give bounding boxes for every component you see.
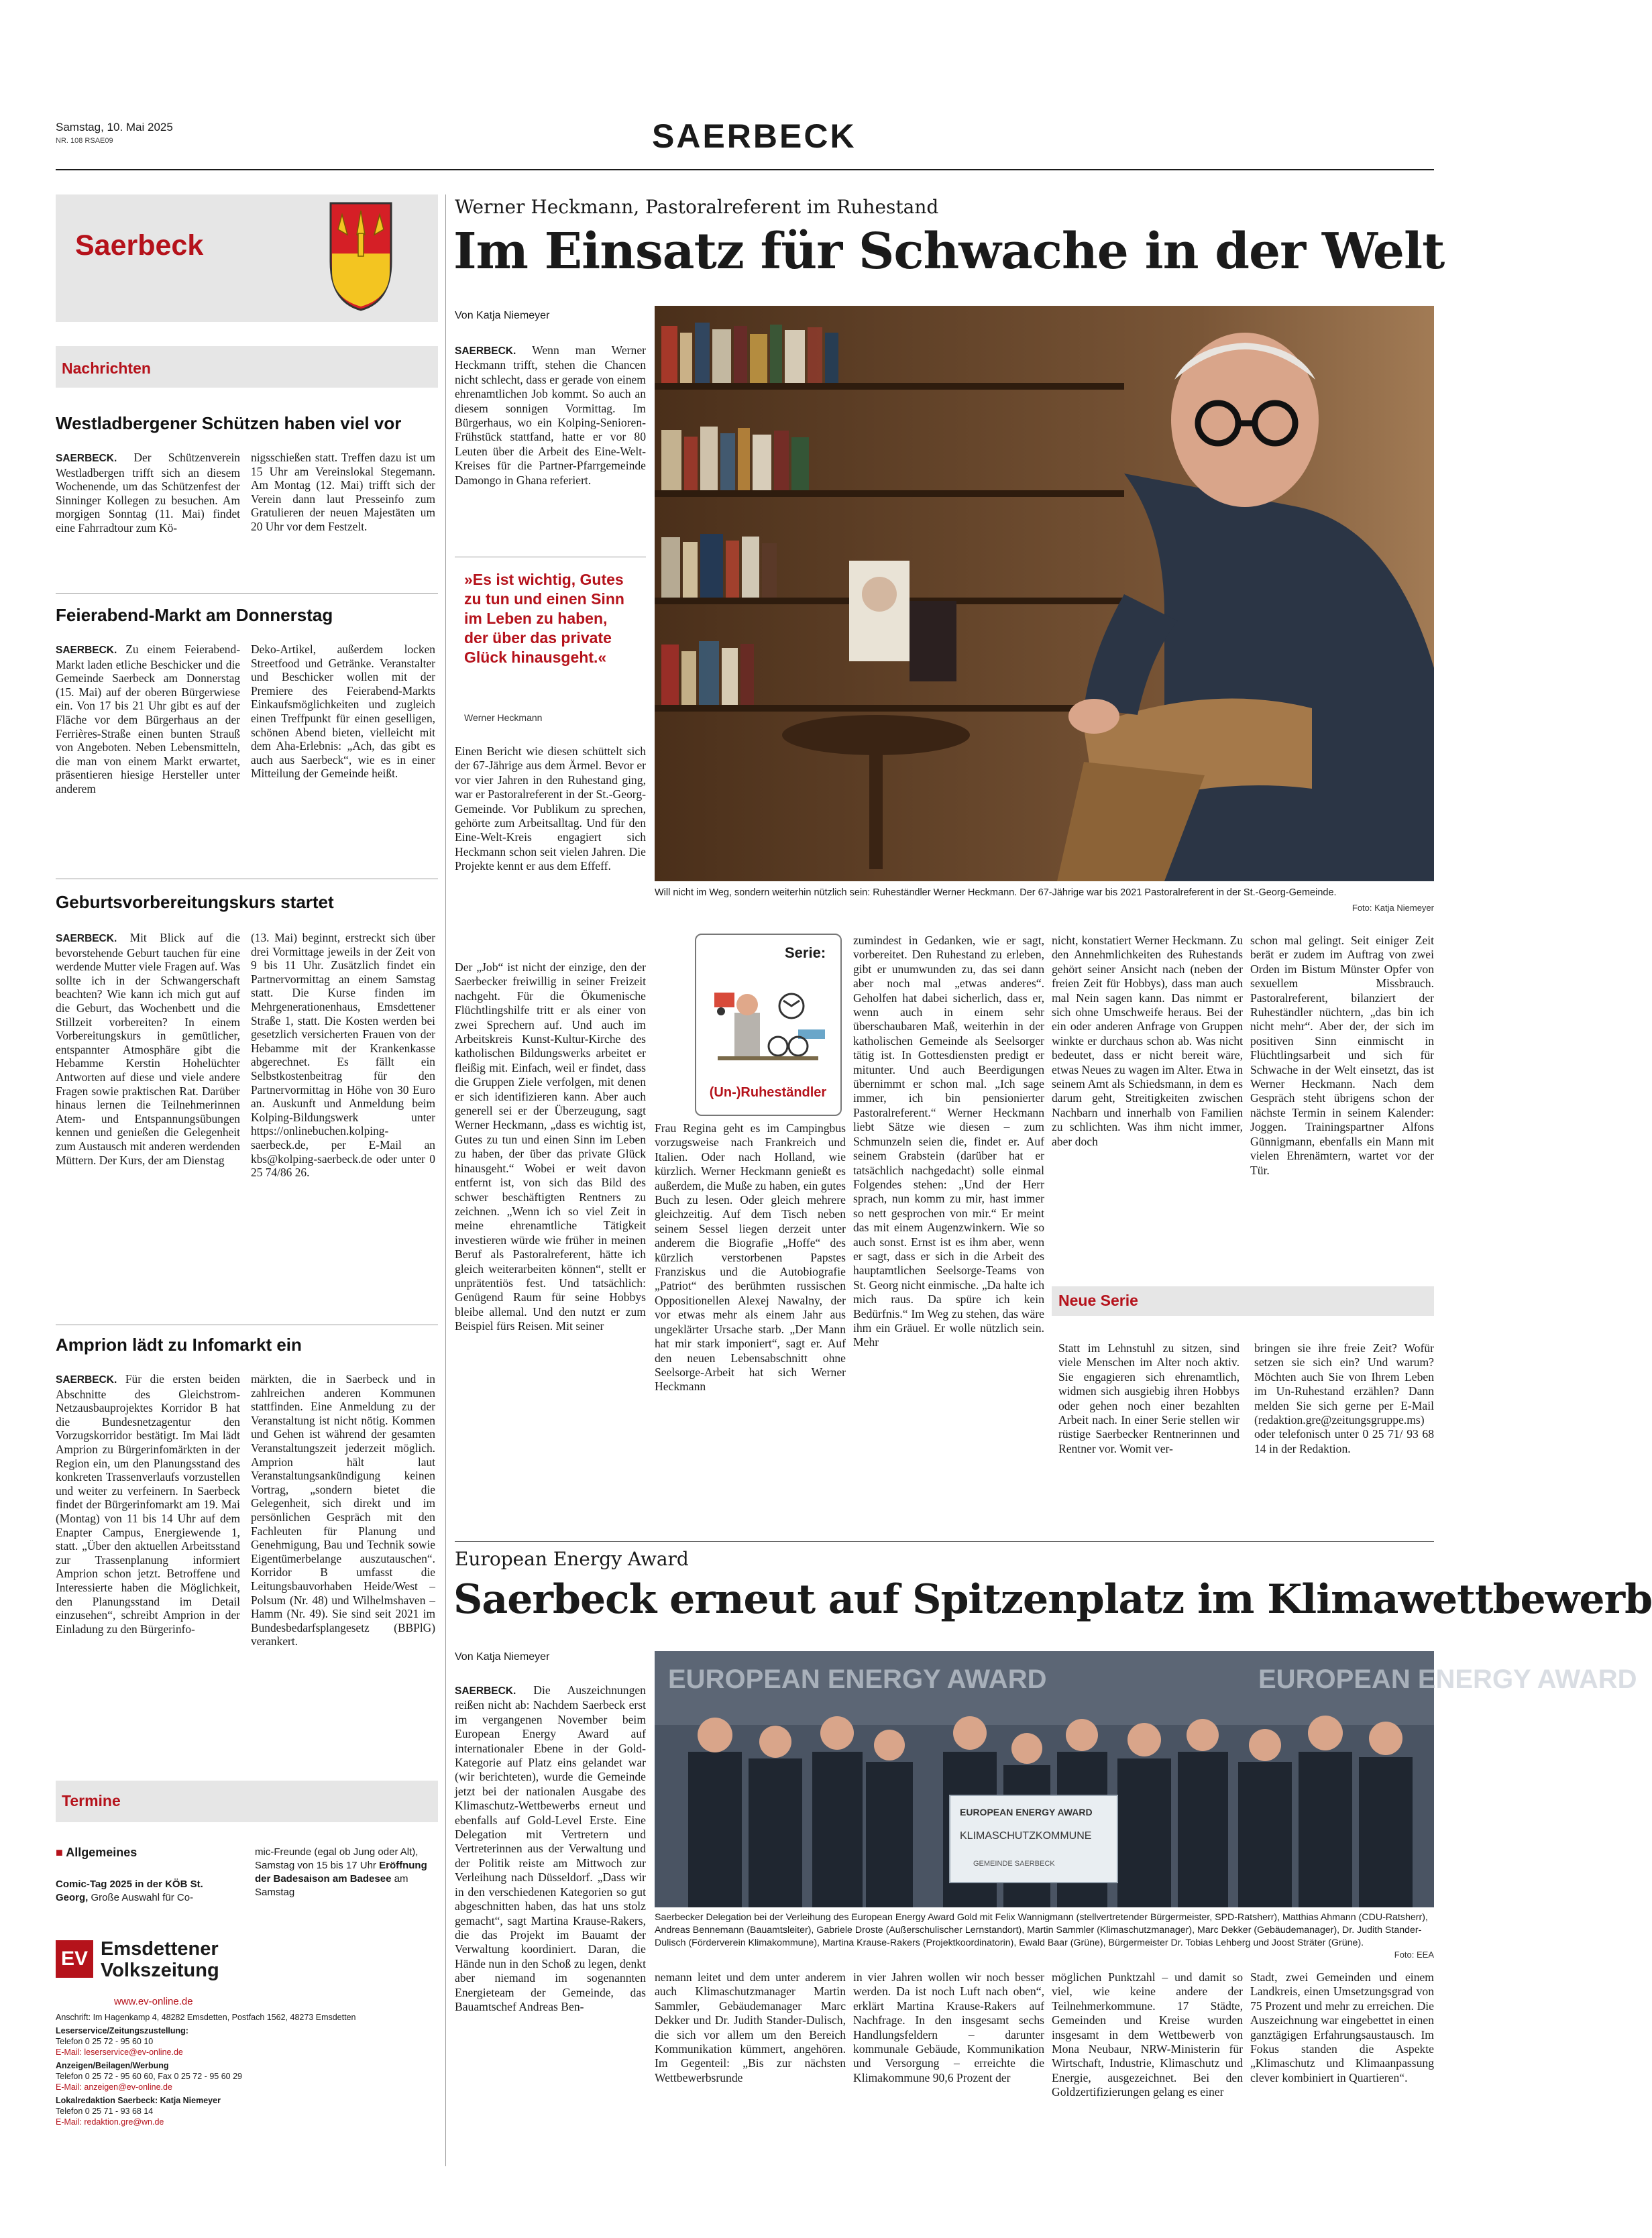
impressum: Anschrift: Im Hagenkamp 4, 48282 Emsdetten, Postfach 1562, 48273 Emsdetten Leserservice/Zeitungszustellung: Telefon 0 25 72 - 95 60 10 E-Mail: leserservice@ev-online.de Anzeigen/Beilagen/Werbung Telefon 0 25 72 - 95 60 60, Fax 0 25 72 - 95 60 29 E-Mail: anzeigen@ev-online.de Lokalredaktion Saerbeck: Katja Niemeyer Telefon 0 25 71 - 93 68 14 E-Mail: redaktion.gre@wn.de [56, 2013, 356, 2127]
termine-col-2: mic-Freunde (egal ob Jung oder Alt), Samstag von 15 bis 17 Uhr Eröffnung der Badesaison am Badesee am Samstag [255, 1846, 427, 1898]
brief-headline: Amprion lädt zu Infomarkt ein [56, 1335, 302, 1355]
article1-col4: zumindest in Gedanken, wie er sagt, vorbereitet. Den Ruhestand zu erleben, gibt er unumwunden zu, das sei dann aber noch mal „etwas anderes“. Geholfen hat dabei sicherlich, dass er, wenn auch in einem sehr überschaubaren Maß, weiterhin in der katholischen Gemeinde als Seelsorger tätig ist. In Gottesdiensten predigt er mitunter. Und auch Beerdigungen übernimmt er schon mal. „Ich sage immer, ich bin pensionierter Pastoralreferent.“ Werner Heckmann liebt Sätze wie diesen – zum Schmunzeln seien die, findet er. Auf seinem Grabstein (darüber hat er tatsächlich nachgedacht) solle einmal Folgendes stehen: „Und der Herr sprach, nun komm zu mir, hast immer so nett gesprochen von mir.“ Er meint das mit einem Augenzwinkern. Wie so auch sonst. Ernst ist es ihm aber, wenn er sagt, dass er sich in die Arbeit des hauptamtlichen Seelsorge-Teams von St. Georg nicht einmische. „Da halte ich mich raus. Da spüre ich kein Bedürfnis.“ Im Weg zu stehen, das wäre ihm ein Gräuel. Er wolle nützlich sein. Mehr [853, 934, 1044, 1349]
article1-col6: schon mal gelingt. Seit einiger Zeit berät er zudem im Auftrag von zwei Orden im Bistum Münster Opfer von sexuellem Missbrauch. Pastoralreferent, bilanziert der Ruheständler nüchtern, „das bin ich nicht mehr“. Aber der, der sich im positiven Sinn einmischt in Flüchtlingsarbeit und sich für Schwache in der Welt einsetzt, das ist Werner Heckmann. Nach dem Gespräch steht übrigens schon der nächste Termin in seinem Kalender: Joggen. Trainingspartner Alfons Günnigmann, ebenfalls ein Mann mit vielen Ehrenämtern, wartet vor der Tür. [1250, 934, 1434, 1177]
article1-col1: Einen Bericht wie diesen schüttelt sich der 67-Jährige aus dem Ärmel. Bevor er vor vier Jahren in den Ruhestand ging, war er Pastoralreferent in der St.-Georg-Gemeinde. Vor Publikum zu sprechen, gehörte zum Arbeitsalltag. Und für den Eine-Welt-Kreis engagiert sich Heckmann schon seit vielen Jahren. Die Projekte kennt er aus dem Effeff. [455, 744, 646, 873]
nachrichten-label: Nachrichten [62, 359, 151, 377]
ev-name-2: Volkszeitung [101, 1960, 219, 1981]
pull-quote: »Es ist wichtig, Gutes zu tun und einen Sinn im Leben zu haben, der über das private Glück hinausgeht.« [464, 571, 624, 666]
award-ceremony-illustration [655, 1651, 1637, 1907]
portrait-photo [655, 306, 1434, 881]
bookshelf-portrait-illustration [655, 306, 1434, 881]
article2-headline: Saerbeck erneut auf Spitzenplatz im Klimawettbewerb [453, 1576, 1652, 1623]
article2-caption: Saerbecker Delegation bei der Verleihung des European Energy Award Gold mit Felix Wannigmann (stellvertretender Bürgermeister, SPD-Ratsherr), Matthias Ahmann (CDU-Ratsherr), Andreas Bennemann (Bauamtsleiter), Gabriele Droste (Außerschulischer Lernstandort), Martin Sammler (Klimaschutzmanager), Marc Dekker (Gebäudemanager), Dr. Judith Stander-Dulisch (Förderverein Klimakommune), Martina Krause-Rakers (Projektkoordinatorin), Ewald Baar (Grüne), Bürgermeister Dr. Tobias Lehberg und Joost Sträter (Grüne). [655, 1912, 1428, 1948]
article1-caption: Will nicht im Weg, sondern weiterhin nützlich sein: Ruheständler Werner Heckmann. Der 67-Jährige war bis 2021 Pastoralreferent in der St.-Georg-Gemeinde. [655, 887, 1337, 898]
banner-right-text: EUROPEAN ENERGY AWARD [1258, 1665, 1637, 1694]
neue-serie-col2: bringen sie ihre freie Zeit? Wofür setzen sie sich ein? Und warum? Möchten auch Sie von Ihrem Leben im Un-Ruhestand erzählen? Dann melden Sie sich gerne per E-Mail (redaktion.gre@zeitungsgruppe.ms) oder telefonisch unter 0 25 71/ 93 68 14 in der Redaktion. [1254, 1341, 1434, 1455]
brief-headline: Feierabend-Markt am Donnerstag [56, 605, 333, 625]
certificate-sub-text: KLIMASCHUTZKOMMUNE [960, 1830, 1092, 1842]
town-label: Saerbeck [75, 229, 204, 262]
issue-number: NR. 108 RSAE09 [56, 137, 113, 145]
brief-col-1: SAERBECK. Zu einem Feierabend-Markt laden etliche Beschicker und die Gemeinde Saerbeck am Donnerstag (15. Mai) auf der oberen Bürgerwiese ein. Von 17 bis 21 Uhr gibt es auf der Fläche vor dem Bürgerhaus an der Ferrières-Straße einen bunten Strauß von Angeboten. Neben Lebensmitteln, die man von einem Markt erwartet, präsentieren hiesige Hersteller unter anderem [56, 642, 240, 795]
article1-headline: Im Einsatz für Schwache in der Welt [453, 223, 1445, 280]
neue-serie-col1: Statt im Lehnstuhl zu sitzen, sind viele Menschen im Alter noch aktiv. Sie engagieren sich ehrenamtlich, widmen sich ausgiebig ihren Hobbys oder gehen noch einer bezahlten Arbeit nach. In einer Serie stellen wir rüstige Saerbecker Rentnerinnen und Rentner vor. Womit ver- [1058, 1341, 1240, 1455]
article2-photo-credit: Foto: EEA [1394, 1950, 1434, 1960]
brief-headline: Westladbergener Schützen haben viel vor [56, 413, 402, 433]
article1-byline: Von Katja Niemeyer [455, 310, 550, 321]
brief-col-2: nigsschießen statt. Treffen dazu ist um 15 Uhr am Vereinslokal Stegemann. Am Montag (12. Mai) trifft sich der Verein dann laut Presseinfo zum Gratulieren der neuen Majestäten um 20 Uhr vor dem Festzelt. [251, 451, 435, 533]
banner-left-text: EUROPEAN ENERGY AWARD [668, 1665, 1047, 1694]
certificate-name-text: GEMEINDE SAERBECK [973, 1860, 1055, 1868]
article2-col4: möglichen Punktzahl – und damit so viel, wie keine andere der Teilnehmerkommune. 17 Städte, Gemeinden und Kreise wurden insgesamt in dem Wettbewerb von Mona Neubaur, NRW-Ministerin für Wirtschaft, Industrie, Klimaschutz und Energie, ausgezeichnet. Bei den Goldzertifizierungen gelang es einer [1052, 1970, 1243, 2099]
hobby-items-icon [704, 966, 832, 1076]
section-title: SAERBECK [652, 117, 857, 155]
quote-source: Werner Heckmann [464, 712, 543, 723]
article2-col3: in vier Jahren wollen wir noch besser werden. Da ist noch Luft nach oben“, erklärt Martina Krause-Rakers auf Nachfrage. In den insgesamt sechs Handlungsfeldern – darunter kommunale Gebäude, Kommunikation und Versorgung – erreichte die Klimakommune 90,6 Prozent der [853, 1970, 1044, 2084]
brief-col-1: SAERBECK. Der Schützenverein Westladbergen trifft sich an diesem Wochenende, um das Schützenfest der Sinninger Kollegen zu besuchen. Am morgigen Sonntag (11. Mai) findet eine Fahrradtour zum Kö- [56, 451, 240, 535]
ev-url-link[interactable]: www.ev-online.de [114, 1996, 193, 2007]
article1-col2: Der „Job“ ist nicht der einzige, den der Saerbecker freiwillig in seiner Freizeit nachgeht. Für die Ökumenische Flüchtlingshilfe tritt er als einer von zwei Sprechern auf. Und auch im Arbeitskreis Kunst-Kultur-Kirche des katholischen Bildungswerks arbeitet er fleißig mit. Einfach, weil er findet, dass die Gruppen Ziele verfolgen, mit denen er sich identifizieren kann. Aber auch generell sei er der Überzeugung, sagt Werner Heckmann, „dass es wichtig ist, Gutes zu tun und einen Sinn im Leben zu haben, der über das private Glück hinausgeht.“ Wobei er weit davon entfernt ist, von sich das Bild des schwer beschäftigten Rentners zu zeichnen. „Wenn ich so viel Zeit in meine ehrenamtliche Tätigkeit investieren würde wie früher in meinen Beruf als Pastoralreferent, hätte ich gleich weiterarbeiten können“, stellt er unprätentiös fest. Und tatsächlich: Genügend Raum für seine Hobbys bleibe allemal. Und den nutzt er zum Beispiel fürs Reisen. Mit seiner [455, 960, 646, 1333]
masthead-rule [56, 169, 1434, 170]
brief-col-2: märkten, die in Saerbeck und in zahlreichen anderen Kommunen stattfinden. Eine Anmeldung zu der Veranstaltung ist nicht nötig. Kommen und Gehen ist während der gesamten Veranstaltungszeit jederzeit möglich. Amprion hält laut Veranstaltungsankündigung keinen Vortrag, „sondern bietet die Gelegenheit, sich direkt und im persönlichen Gespräch mit den Fachleuten für Planung und Genehmigung, Bau und Technik sowie Eigentümerbelange auszutauschen“. Korridor B umfasst die Leitungsbauvorhaben Heide/West – Polsum (Nr. 48) und Wilhelmshaven – Hamm (Nr. 49). Sie sind seit 2021 im Bundesbedarfsplangesetz (BBPlG) verankert. [251, 1372, 435, 1648]
brief-col-1: SAERBECK. Für die ersten beiden Abschnitte des Gleichstrom-Netzausbauprojektes Korridor B hat die Bundesnetzagentur den Vorzugskorridor bestätigt. Im Mai lädt Amprion zu Bürgerinfomärkten in der Region ein, um den Planungsstand des konkreten Trassenverlaufs vorzustellen und weiter zu verfeinern. In Saerbeck findet der Bürgerinfomarkt am 19. Mai (Montag) von 11 bis 14 Uhr auf dem Enapter Campus, Energiewende 1, statt. „Über den aktuellen Arbeitsstand zur Trassenplanung informiert Amprion schon jetzt. Betroffene und Interessierte haben die Möglichkeit, den Planungsstand im Detail einzusehen“, schreibt Amprion in der Einladung zu den Bürgerinfo- [56, 1372, 240, 1636]
serie-label: Serie: [785, 944, 826, 961]
article2-kicker: European Energy Award [455, 1548, 689, 1570]
termine-label: Termine [62, 1792, 121, 1809]
brief-col-2: (13. Mai) beginnt, erstreckt sich über drei Vormittage jeweils in der Zeit von 9 bis 11 Uhr. Zusätzlich findet ein Partnervormittag an einem Samstag statt. Die Kurse finden im Mehrgenerationenhaus, Emsdettener Straße 1, statt. Die Kosten werden bei gesetzlich versicherten Frauen von der Hebamme mit der Krankenkasse abgerechnet. Es fällt ein Selbstkostenbeitrag für den Partnervormittag in Höhe von 30 Euro an. Auskunft und Anmeldung beim Kolping-Bildungswerk unter https://onlinebuchen.kolping-saerbeck.de, per E-Mail an kbs@kolping-saerbeck.de oder unter 0 25 74/86 26. [251, 931, 435, 1180]
certificate-title-text: EUROPEAN ENERGY AWARD [960, 1807, 1093, 1817]
article1-intro: SAERBECK. Wenn man Werner Heckmann trifft, stehen die Chancen nicht schlecht, dass er gerade von einem ehrenamtlichen Job kommt. So auch an diesem sonnigen Vormittag. Im Bürgerhaus, wo ein Kolping-Senioren-Frühstück stattfand, hatte er vor 80 Leuten über die Arbeit des Eine-Welt-Kreises für die Partner-Pfarrgemeinde Damongo in Ghana referiert. [455, 343, 646, 487]
article1-col3: Frau Regina geht es im Campingbus vorzugsweise nach Frankreich und Italien. Oder nach Holland, wie kürzlich. Werner Heckmann genießt es außerdem, die Muße zu haben, ein gutes Buch zu lesen. Oder gleich mehrere gleichzeitig. Auf dem Tisch neben seinem Sessel liegen derzeit unter anderem die Biografie „Hoffe“ des kürzlich verstorbenen Papstes Franziskus und die Autobiografie „Patriot“ des berühmten russischen Oppositionellen Alexej Nawalny, der vor etwas mehr als einem Jahr aus ungeklärter Ursache starb. „Der Mann hat mir stark imponiert“, sagt er. Auf den neuen Lebensabschnitt ohne Seelsorge-Arbeit hat sich Werner Heckmann [655, 1121, 846, 1394]
termine-col-1: Comic-Tag 2025 in der KÖB St. Georg, Große Auswahl für Co- [56, 1879, 203, 1903]
article2-col2: nemann leitet und dem unter anderem auch Klimaschutzmanager Martin Sammler, Gebäudemanager Marc Dekker und Dr. Judith Stander-Dulisch, die sich vor allem um den Bereich Kommunikation kümmert, angehören. Im Gegenteil: „Bis zur nächsten Wettbewerbsrunde [655, 1970, 846, 2084]
article2-col5: Stadt, zwei Gemeinden und einem Landkreis, einen Umsetzungsgrad von 75 Prozent und mehr zu erreichen. Die Auszeichnung war eingebettet in einen ganztägigen Erfahrungsaustausch. Im Fokus standen die Aspekte „Klimaschutz und Klimaanpassung clever kombiniert in Quartieren“. [1250, 1970, 1434, 2084]
ev-name-1: Emsdettener [101, 1938, 219, 1960]
article-divider [455, 1541, 1434, 1542]
brief-col-1: SAERBECK. Mit Blick auf die bevorstehende Geburt tauchen für eine werdende Mutter viele Fragen auf. Was sollte ich in der Schwangerschaft beachten? Wie kann ich mich gut auf die Geburt, das Wochenbett und die Stillzeit vorbereiten? In einem Vorbereitungskurs in gemütlicher, entspannter Atmosphäre gibt die Hebamme Kerstin Hohelüchter Antworten auf diese und viele andere Fragen sowie praktischen Rat. Darüber hinaus lernen die Teilnehmerinnen Atem- und Entspannungsübungen kennen und genießen die Gelegenheit zum Austausch mit anderen werdenden Müttern. Der Kurs, der am Dienstag [56, 931, 240, 1167]
brief-headline: Geburtsvorbereitungskurs startet [56, 892, 334, 912]
article1-photo-credit: Foto: Katja Niemeyer [1352, 903, 1434, 913]
termine-category: ■ Allgemeines [56, 1846, 137, 1859]
award-group-photo [655, 1651, 1637, 1907]
ev-logo: EV [56, 1940, 93, 1978]
issue-date: Samstag, 10. Mai 2025 [56, 121, 173, 133]
article1-kicker: Werner Heckmann, Pastoralreferent im Ruhestand [455, 196, 939, 218]
brief-col-2: Deko-Artikel, außerdem locken Streetfood und Getränke. Veranstalter und Beschicker wollen mit der Premiere des Feierabend-Markts Einkaufsmöglichkeiten und zugleich einen Treffpunkt für einen geselligen, schönen Abend bieten, vielleicht mit dem Aha-Erlebnis: „Ach, das gibt es auch aus Saerbeck“, wie es in einer Mitteilung der Gemeinde heißt. [251, 642, 435, 781]
neue-serie-label: Neue Serie [1058, 1292, 1138, 1309]
saerbeck-coat-of-arms-icon [329, 201, 393, 312]
article1-col5: nicht, konstatiert Werner Heckmann. Zu den Annehmlichkeiten des Ruhestands gehört seiner Ansicht nach (neben der freien Zeit für Hobbys), dass man auch mal Nein sagen kann. Das nimmt er sich ohne Umschweife heraus. Bei der ein oder anderen Anfrage von Gruppen winkte er durchaus schon ab. Was nicht bedeutet, dass er nicht bereit wäre, etwas Neues zu wagen im Alter. Etwa in seinem Amt als Schiedsmann, in dem es darum geht, Streitigkeiten zwischen Nachbarn und innerhalb von Familien zu schlichten. Was ihm nicht immer, aber doch [1052, 934, 1243, 1148]
serie-name: (Un-)Ruheständler [709, 1085, 827, 1100]
article2-byline: Von Katja Niemeyer [455, 1651, 550, 1663]
article2-col1: SAERBECK. Die Auszeichnungen reißen nicht ab: Nachdem Saerbeck erst im vergangenen November beim European Energy Award auf internationaler Ebene in der Gold-Kategorie auf Platz eins gelandet war (wir berichteten), wurde die Gemeinde jetzt bei der nationalen Ausgabe des Klimaschutz-Wettbewerbs erneut und ebenfalls auf Gold-Level Erste. Eine Delegation mit Vertretern und Vertreterinnen aus der Verwaltung und der Politik reiste am Mittwoch zur Verleihung nach Düsseldorf. „Dass wir in den verschiedenen Kategorien so gut abgeschnitten haben, das hat uns stolz gemacht“, sagt Martina Krause-Rakers, die das Projekt im Bauamt der Verwaltung koordiniert. Daran, die Hände nun in den Schoß zu legen, denkt aber niemand im sogenannten Energieteam der Gemeinde, das Bauamtschef Andreas Ben- [455, 1683, 646, 2013]
